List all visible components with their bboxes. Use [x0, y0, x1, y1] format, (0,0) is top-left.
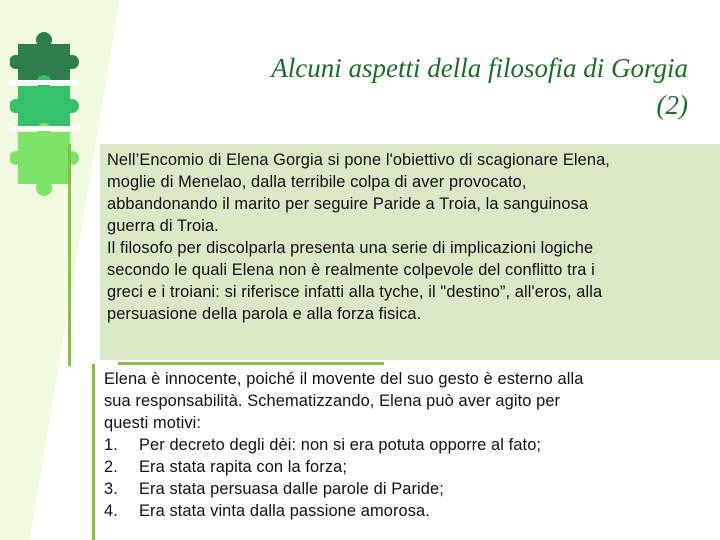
paragraph-line: greci e i troiani: si riferisce infatti alla tyche, il "destino”, all'eros, alla [107, 283, 603, 301]
slide-title [148, 50, 688, 124]
motive-text: Era stata vinta dalla passione amorosa. [139, 502, 430, 520]
left-divider [68, 144, 71, 366]
motive-item [104, 456, 583, 478]
motive-number: 2. [104, 458, 118, 476]
motive-item [104, 478, 583, 500]
motive-number: 3. [104, 480, 118, 498]
motive-text: Era stata persuasa dalle parole di Paride; [139, 480, 444, 498]
paragraph-line: Elena è innocente, poiché il movente del suo gesto è esterno alla [104, 370, 584, 388]
motive-item [104, 434, 583, 456]
motive-text: Per decreto degli dèi: non si era potuta opporre al fato; [139, 436, 542, 454]
paragraph-line: secondo le quali Elena non è realmente colpevole del conflitto tra i [107, 261, 595, 279]
middle-divider [118, 362, 384, 365]
paragraph-line: sua responsabilità. Schematizzando, Elena può aver agito per [104, 392, 561, 410]
title-line: (2) [656, 90, 688, 120]
paragraph-line: persuasione della parola e alla forza fisica. [107, 305, 422, 323]
paragraph-line: Nell’Encomio di Elena Gorgia si pone l'obiettivo di scagionare Elena, [107, 151, 610, 169]
second-paragraph [104, 368, 583, 522]
title-line: Alcuni aspetti della filosofia di Gorgia [271, 53, 688, 83]
lower-left-divider [92, 364, 95, 540]
paragraph-line: Il filosofo per discolparla presenta una serie di implicazioni logiche [107, 239, 594, 257]
paragraph-line: questi motivi: [104, 414, 202, 432]
first-paragraph [107, 149, 610, 325]
motive-text: Era stata rapita con la forza; [139, 458, 347, 476]
motive-item [104, 500, 583, 522]
paragraph-line: abbandonando il marito per seguire Paride a Troia, la sanguinosa [107, 195, 589, 213]
motive-number: 4. [104, 502, 118, 520]
motive-number: 1. [104, 436, 118, 454]
paragraph-line: moglie di Menelao, dalla terribile colpa di aver provocato, [107, 173, 527, 191]
paragraph-line: guerra di Troia. [107, 217, 219, 235]
